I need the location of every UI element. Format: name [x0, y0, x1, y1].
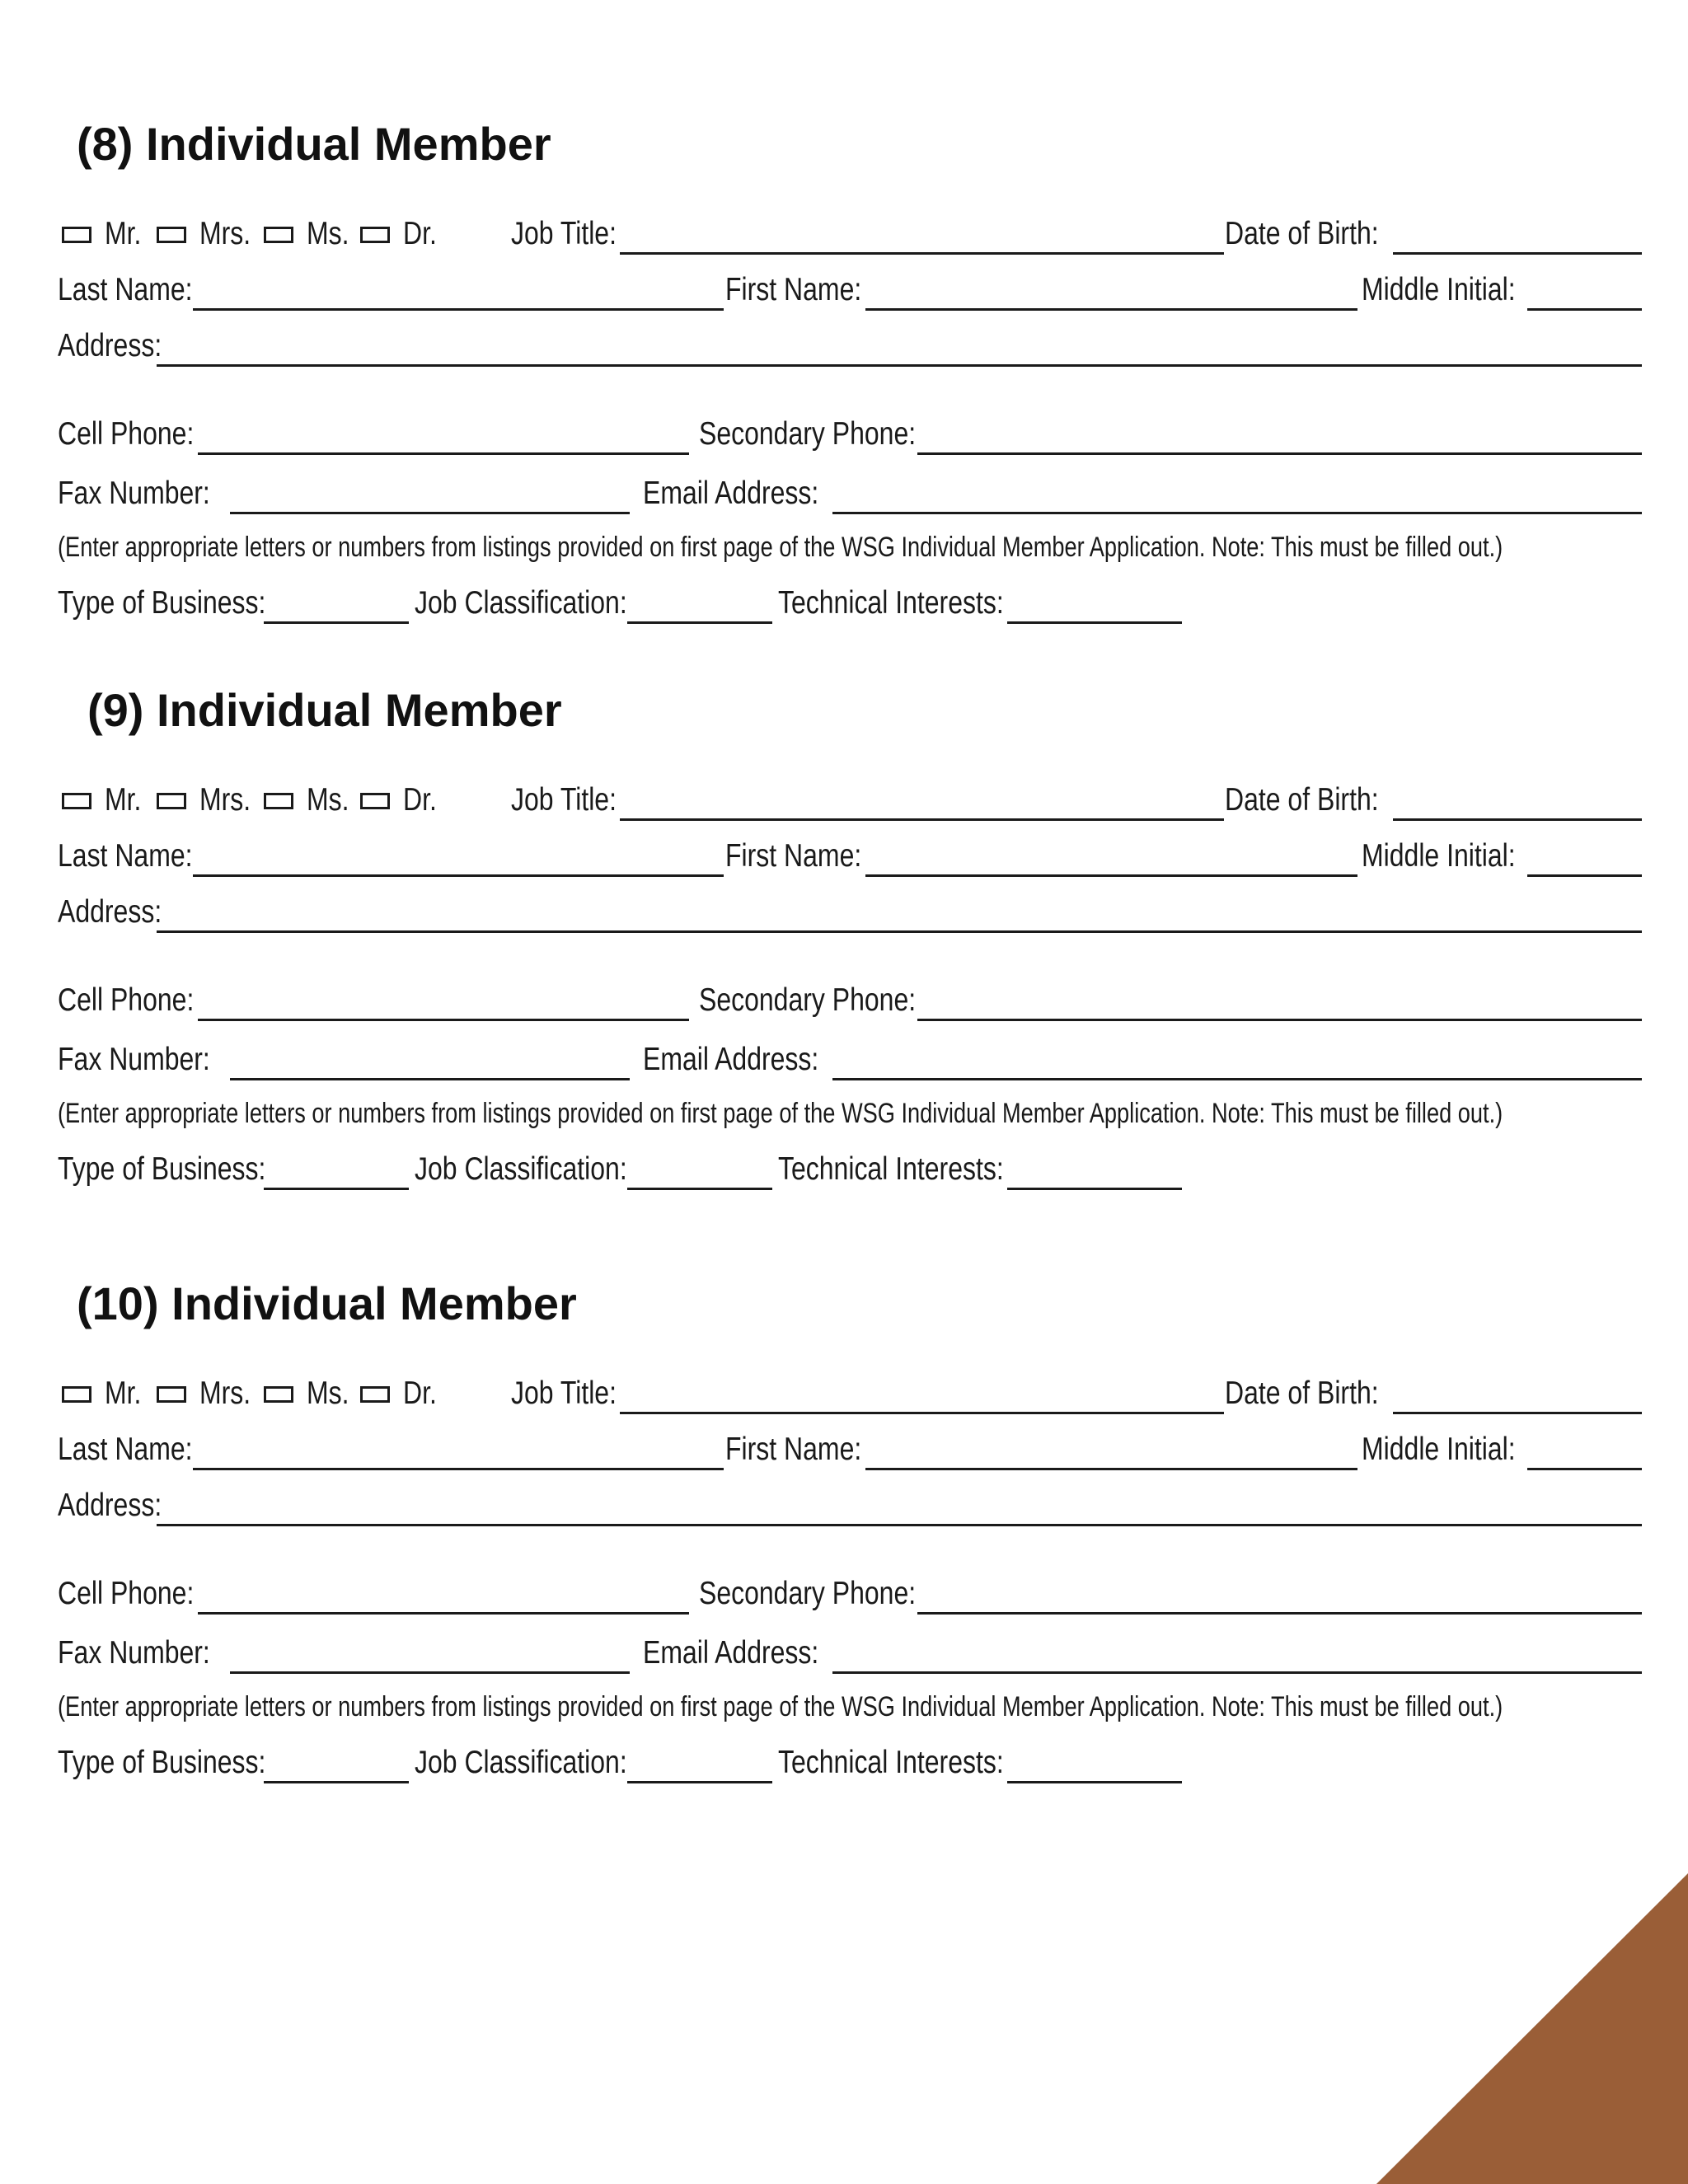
- section-title: (8) Individual Member: [77, 118, 551, 170]
- fax-label: Fax Number:: [58, 1635, 210, 1671]
- fax-field[interactable]: [230, 1078, 630, 1080]
- middle-initial-field[interactable]: [1527, 1468, 1642, 1470]
- mr-checkbox[interactable]: [62, 1386, 91, 1403]
- name-row: [0, 266, 1688, 316]
- cell-phone-label: Cell Phone:: [58, 1576, 195, 1611]
- phone-row: [0, 977, 1688, 1026]
- last-name-label: Last Name:: [58, 838, 193, 874]
- corner-triangle-shape: [1376, 1873, 1688, 2184]
- dob-field[interactable]: [1393, 1412, 1642, 1414]
- ms-checkbox[interactable]: [264, 1386, 293, 1403]
- dr-checkbox[interactable]: [360, 227, 390, 243]
- mrs-label: Mrs.: [199, 216, 251, 251]
- last-name-label: Last Name:: [58, 1432, 193, 1467]
- name-row: [0, 832, 1688, 882]
- salutation-row: [0, 1370, 1688, 1419]
- last-name-label: Last Name:: [58, 272, 193, 307]
- section-title: (9) Individual Member: [87, 684, 562, 736]
- first-name-label: First Name:: [725, 838, 862, 874]
- business-field[interactable]: [264, 1188, 409, 1190]
- middle-initial-field[interactable]: [1527, 308, 1642, 311]
- dob-label: Date of Birth:: [1225, 782, 1379, 818]
- cell-phone-field[interactable]: [198, 1019, 689, 1021]
- last-name-field[interactable]: [193, 308, 724, 311]
- address-label: Address:: [58, 328, 162, 363]
- mr-checkbox[interactable]: [62, 793, 91, 809]
- tech-label: Technical Interests:: [778, 1745, 1004, 1780]
- first-name-field[interactable]: [865, 874, 1357, 877]
- middle-initial-label: Middle Initial:: [1362, 838, 1516, 874]
- ms-checkbox[interactable]: [264, 227, 293, 243]
- dr-label: Dr.: [403, 1376, 437, 1411]
- job-class-label: Job Classification:: [415, 585, 627, 621]
- address-field[interactable]: [157, 1524, 1642, 1526]
- first-name-field[interactable]: [865, 308, 1357, 311]
- tech-field[interactable]: [1007, 1781, 1182, 1783]
- secondary-phone-field[interactable]: [917, 1612, 1642, 1615]
- mrs-label: Mrs.: [199, 1376, 251, 1411]
- cell-phone-label: Cell Phone:: [58, 416, 195, 452]
- section-title: (10) Individual Member: [77, 1277, 577, 1329]
- job-title-label: Job Title:: [511, 1376, 617, 1411]
- dob-label: Date of Birth:: [1225, 216, 1379, 251]
- tech-field[interactable]: [1007, 1188, 1182, 1190]
- mrs-checkbox[interactable]: [157, 227, 186, 243]
- member-section-9: [0, 677, 1688, 1187]
- ms-label: Ms.: [307, 1376, 349, 1411]
- note-row: [0, 1090, 1688, 1139]
- job-title-field[interactable]: [620, 818, 1224, 821]
- note-row: [0, 523, 1688, 573]
- fax-email-row: [0, 1036, 1688, 1085]
- last-name-field[interactable]: [193, 1468, 724, 1470]
- address-label: Address:: [58, 1488, 162, 1523]
- cell-phone-field[interactable]: [198, 1612, 689, 1615]
- name-row: [0, 1426, 1688, 1475]
- mrs-checkbox[interactable]: [157, 1386, 186, 1403]
- fax-field[interactable]: [230, 512, 630, 514]
- dr-label: Dr.: [403, 216, 437, 251]
- dr-checkbox[interactable]: [360, 1386, 390, 1403]
- tech-field[interactable]: [1007, 621, 1182, 624]
- last-name-field[interactable]: [193, 874, 724, 877]
- ms-label: Ms.: [307, 782, 349, 818]
- job-title-field[interactable]: [620, 252, 1224, 255]
- mrs-checkbox[interactable]: [157, 793, 186, 809]
- dr-checkbox[interactable]: [360, 793, 390, 809]
- job-class-label: Job Classification:: [415, 1151, 627, 1187]
- address-row: [0, 322, 1688, 372]
- address-row: [0, 1482, 1688, 1531]
- business-field[interactable]: [264, 621, 409, 624]
- email-label: Email Address:: [643, 476, 819, 511]
- ms-label: Ms.: [307, 216, 349, 251]
- email-label: Email Address:: [643, 1635, 819, 1671]
- email-field[interactable]: [832, 1078, 1642, 1080]
- first-name-label: First Name:: [725, 272, 862, 307]
- email-field[interactable]: [832, 512, 1642, 514]
- job-title-label: Job Title:: [511, 782, 617, 818]
- mr-label: Mr.: [105, 216, 142, 251]
- classification-row: [0, 579, 1688, 629]
- tech-label: Technical Interests:: [778, 1151, 1004, 1187]
- fax-label: Fax Number:: [58, 476, 210, 511]
- secondary-phone-label: Secondary Phone:: [699, 1576, 917, 1611]
- job-class-field[interactable]: [627, 1781, 772, 1783]
- fax-email-row: [0, 1629, 1688, 1679]
- middle-initial-label: Middle Initial:: [1362, 272, 1516, 307]
- secondary-phone-label: Secondary Phone:: [699, 416, 917, 452]
- dr-label: Dr.: [403, 782, 437, 818]
- job-title-label: Job Title:: [511, 216, 617, 251]
- fax-label: Fax Number:: [58, 1042, 210, 1077]
- job-class-field[interactable]: [627, 621, 772, 624]
- email-field[interactable]: [832, 1671, 1642, 1674]
- tech-label: Technical Interests:: [778, 585, 1004, 621]
- email-label: Email Address:: [643, 1042, 819, 1077]
- secondary-phone-field[interactable]: [917, 452, 1642, 455]
- first-name-label: First Name:: [725, 1432, 862, 1467]
- fax-email-row: [0, 470, 1688, 519]
- dob-field[interactable]: [1393, 252, 1642, 255]
- instruction-note: (Enter appropriate letters or numbers from listings provided on first page of the WSG Individual Member Application. Note: This must be filled out.): [58, 532, 1503, 563]
- first-name-field[interactable]: [865, 1468, 1357, 1470]
- fax-field[interactable]: [230, 1671, 630, 1674]
- business-label: Type of Business:: [58, 1151, 266, 1187]
- job-class-field[interactable]: [627, 1188, 772, 1190]
- classification-row: [0, 1146, 1688, 1195]
- salutation-row: [0, 210, 1688, 260]
- member-section-8: [0, 111, 1688, 621]
- mr-label: Mr.: [105, 782, 142, 818]
- salutation-row: [0, 776, 1688, 826]
- phone-row: [0, 410, 1688, 460]
- instruction-note: (Enter appropriate letters or numbers from listings provided on first page of the WSG Individual Member Application. Note: This must be filled out.): [58, 1098, 1503, 1129]
- address-label: Address:: [58, 894, 162, 930]
- secondary-phone-label: Secondary Phone:: [699, 982, 917, 1018]
- corner-triangle-decoration: [1376, 1873, 1688, 2184]
- job-title-field[interactable]: [620, 1412, 1224, 1414]
- address-field[interactable]: [157, 364, 1642, 367]
- phone-row: [0, 1570, 1688, 1619]
- ms-checkbox[interactable]: [264, 793, 293, 809]
- instruction-note: (Enter appropriate letters or numbers from listings provided on first page of the WSG Individual Member Application. Note: This must be filled out.): [58, 1691, 1503, 1722]
- note-row: [0, 1683, 1688, 1732]
- job-class-label: Job Classification:: [415, 1745, 627, 1780]
- secondary-phone-field[interactable]: [917, 1019, 1642, 1021]
- classification-row: [0, 1739, 1688, 1788]
- mrs-label: Mrs.: [199, 782, 251, 818]
- mr-checkbox[interactable]: [62, 227, 91, 243]
- cell-phone-field[interactable]: [198, 452, 689, 455]
- cell-phone-label: Cell Phone:: [58, 982, 195, 1018]
- member-section-10: [0, 1271, 1688, 1780]
- business-label: Type of Business:: [58, 1745, 266, 1780]
- dob-field[interactable]: [1393, 818, 1642, 821]
- business-field[interactable]: [264, 1781, 409, 1783]
- middle-initial-field[interactable]: [1527, 874, 1642, 877]
- mr-label: Mr.: [105, 1376, 142, 1411]
- address-row: [0, 888, 1688, 938]
- middle-initial-label: Middle Initial:: [1362, 1432, 1516, 1467]
- address-field[interactable]: [157, 930, 1642, 933]
- business-label: Type of Business:: [58, 585, 266, 621]
- dob-label: Date of Birth:: [1225, 1376, 1379, 1411]
